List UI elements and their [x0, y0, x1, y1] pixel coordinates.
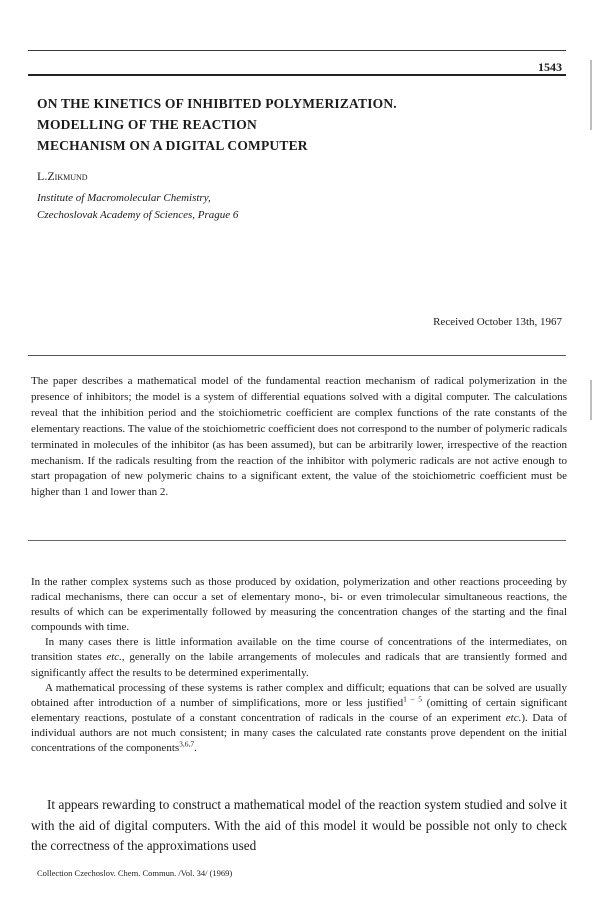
paragraph-2-text-a: In many cases there is little information available on the time course of concentrations of the intermediates, on transition states: [31, 636, 567, 664]
abstract-rule-bottom: [28, 540, 566, 541]
paragraph-2-text-b: , generally on the labile arrangements of molecules and radicals that are transiently formed and significantly affect the results to be determined experimentally.: [31, 651, 567, 679]
header-rule-thin: [28, 50, 566, 51]
paragraph-3-text-a: A mathematical processing of these systems is rather complex and difficult; equations that can be solved are usually obtained after introduction of a number of simplifications, more or less justified: [31, 681, 567, 709]
page-number: 1543: [538, 60, 562, 74]
author-initial: L.: [37, 169, 48, 183]
paper-title: [37, 93, 557, 156]
body-small-text: [31, 575, 567, 756]
paragraph-2: [31, 635, 567, 680]
affiliation-line-2: Czechoslovak Academy of Sciences, Prague 6: [37, 209, 239, 221]
citation-1-5: 1 – 5: [403, 694, 422, 704]
received-date: Received October 13th, 1967: [433, 316, 562, 328]
paragraph-1: In the rather complex systems such as those produced by oxidation, polymerization and other reactions proceeding by radical mechanisms, there can occur a set of elementary mono-, bi- or even trimolecular simultaneous reactions, the results of which can be experimentally followed by measuring the concentration changes of the starting and the final compounds with time.: [31, 576, 567, 634]
title-line-2: MODELLING OF THE REACTION: [37, 117, 257, 132]
scan-edge-mark-top: [590, 60, 592, 130]
paragraph-4: It appears rewarding to construct a mathematical model of the reaction system studied and solve it with the aid of digital computers. With the aid of this model it would be possible not only to check the correctness of the approximations used: [31, 797, 567, 853]
paragraph-3: [31, 681, 567, 756]
abstract-rule-top: [28, 355, 566, 356]
paragraph-3-etc: etc.: [505, 711, 522, 724]
paragraph-2-etc: etc.: [106, 651, 122, 664]
paragraph-3-text-d: .: [194, 742, 197, 755]
header-rule-thick: [28, 74, 566, 76]
title-line-3: MECHANISM ON A DIGITAL COMPUTER: [37, 138, 308, 153]
author-affiliation: [37, 190, 238, 224]
body-large-text: [31, 795, 567, 857]
author-name: [37, 169, 88, 184]
citation-3-6-7: 3,6,7: [179, 739, 195, 749]
title-line-1: ON THE KINETICS OF INHIBITED POLYMERIZATION.: [37, 96, 397, 111]
affiliation-line-1: Institute of Macromolecular Chemistry,: [37, 192, 211, 204]
abstract: The paper describes a mathematical model of the fundamental reaction mechanism of radical polymerization in the presence of inhibitors; the model is a system of differential equations solved with a digital computer. The calculations reveal that the inhibition period and the stoichiometric coefficient are complex functions of the rate constants of the elementary reactions. The value of the stoichiometric coefficient does not correspond to the number of polymeric radicals terminated in molecules of the inhibitor (as has been assumed), but can be arbitrarily lower, irrespective of the reaction mechanism. If the radicals resulting from the reaction of the inhibitor with polymeric radicals are not active enough to start propagation of new polymeric chains to a significant extent, the value of the stoichiometric coefficient must be higher than 1 and lower than 2.: [31, 375, 567, 499]
author-surname: Zikmund: [47, 169, 88, 183]
paragraph-3-text-b: (omitting of certain significant elementary reactions, postulate of a constant concentration of radicals in the course of an experiment: [31, 696, 567, 724]
scan-edge-mark-bottom: [590, 380, 592, 420]
journal-footer: Collection Czechoslov. Chem. Commun. /Vol. 34/ (1969): [37, 868, 233, 878]
paragraph-3-text-c: ). Data of individual authors are not much consistent; in many cases the calculated rate constants prove dependent on the initial concentrations of the components: [31, 711, 568, 755]
